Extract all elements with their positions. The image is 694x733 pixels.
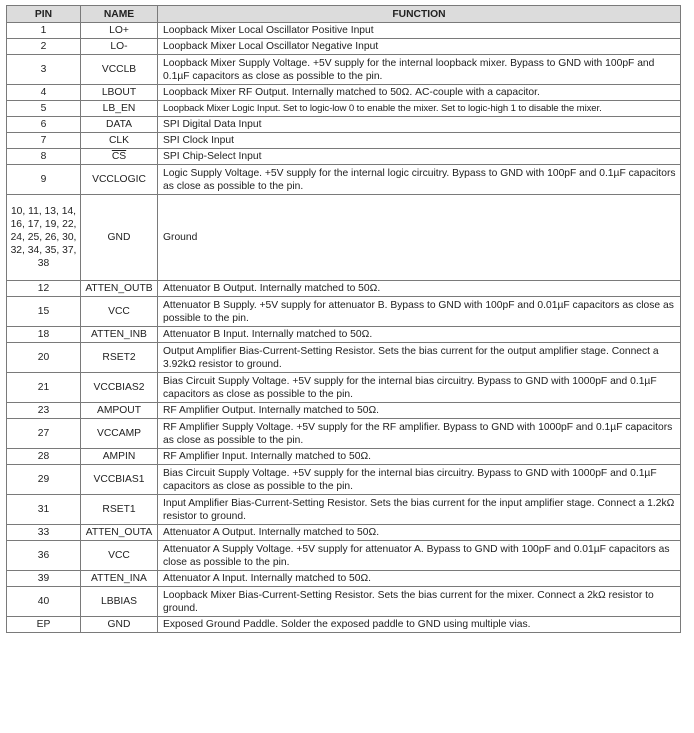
name-cell: VCCLB bbox=[81, 55, 158, 85]
table-row bbox=[7, 55, 681, 85]
name-cell: LB_EN bbox=[81, 101, 158, 117]
function-cell: Loopback Mixer Bias-Current-Setting Resistor. Sets the bias current for the mixer. Connect a 2kΩ resistor to ground. bbox=[158, 587, 681, 617]
pin-cell: 28 bbox=[7, 449, 81, 465]
table-row bbox=[7, 541, 681, 571]
function-cell: SPI Digital Data Input bbox=[158, 117, 681, 133]
name-cell: LO+ bbox=[81, 23, 158, 39]
table-row bbox=[7, 281, 681, 297]
pin-cell: 20 bbox=[7, 343, 81, 373]
table-header-row bbox=[7, 6, 681, 23]
name-cell: RSET1 bbox=[81, 495, 158, 525]
table-row bbox=[7, 495, 681, 525]
pin-cell: 15 bbox=[7, 297, 81, 327]
name-cell: LBOUT bbox=[81, 85, 158, 101]
function-cell: Loopback Mixer Logic Input. Set to logic-low 0 to enable the mixer. Set to logic-high 1 to disable the mixer. bbox=[158, 101, 681, 117]
pin-cell: 18 bbox=[7, 327, 81, 343]
name-cell: VCCBIAS1 bbox=[81, 465, 158, 495]
function-cell: Logic Supply Voltage. +5V supply for the internal logic circuitry. Bypass to GND with 100pF and 0.1µF capacitors as close as possible to the pin. bbox=[158, 165, 681, 195]
pin-cell: 4 bbox=[7, 85, 81, 101]
table-row bbox=[7, 23, 681, 39]
table-row bbox=[7, 297, 681, 327]
table-row bbox=[7, 117, 681, 133]
header-function: FUNCTION bbox=[158, 6, 681, 23]
table-row bbox=[7, 403, 681, 419]
function-cell: RF Amplifier Output. Internally matched to 50Ω. bbox=[158, 403, 681, 419]
name-cell: CLK bbox=[81, 133, 158, 149]
name-cell-overlined: $\overline{CS}$ bbox=[81, 149, 158, 165]
name-cell-vcc: VCC bbox=[81, 297, 158, 327]
pin-cell: 12 bbox=[7, 281, 81, 297]
name-cell: AMPOUT bbox=[81, 403, 158, 419]
pin-cell: 7 bbox=[7, 133, 81, 149]
table-row bbox=[7, 587, 681, 617]
pin-cell: 39 bbox=[7, 571, 81, 587]
pin-cell: EP bbox=[7, 617, 81, 633]
function-cell: Bias Circuit Supply Voltage. +5V supply for the internal bias circuitry. Bypass to GND with 1000pF and 0.1µF capacitors as close as possible to the pin. bbox=[158, 373, 681, 403]
pin-cell: 8 bbox=[7, 149, 81, 165]
table-row bbox=[7, 85, 681, 101]
table-row bbox=[7, 165, 681, 195]
function-cell: Input Amplifier Bias-Current-Setting Resistor. Sets the bias current for the input amplifier stage. Connect a 1.2kΩ resistor to ground. bbox=[158, 495, 681, 525]
function-cell: Loopback Mixer Supply Voltage. +5V supply for the internal loopback mixer. Bypass to GND with 100pF and 0.1µF capacitors as close as possible to the pin. bbox=[158, 55, 681, 85]
pin-cell: 21 bbox=[7, 373, 81, 403]
table-row bbox=[7, 149, 681, 165]
pin-cell: 29 bbox=[7, 465, 81, 495]
name-cell: ATTEN_INA bbox=[81, 571, 158, 587]
pin-cell: 5 bbox=[7, 101, 81, 117]
pin-cell: 33 bbox=[7, 525, 81, 541]
name-cell: VCCAMP bbox=[81, 419, 158, 449]
function-cell: Attenuator B Output. Internally matched to 50Ω. bbox=[158, 281, 681, 297]
function-cell: RF Amplifier Input. Internally matched to 50Ω. bbox=[158, 449, 681, 465]
function-cell: SPI Clock Input bbox=[158, 133, 681, 149]
pin-cell: 31 bbox=[7, 495, 81, 525]
function-cell: Bias Circuit Supply Voltage. +5V supply for the internal bias circuitry. Bypass to GND with 1000pF and 0.1µF capacitors as close as possible to the pin. bbox=[158, 465, 681, 495]
name-cell-vcc: VCC bbox=[81, 541, 158, 571]
name-cell: GND bbox=[81, 195, 158, 281]
table-row bbox=[7, 373, 681, 403]
table-row bbox=[7, 39, 681, 55]
function-cell: Loopback Mixer Local Oscillator Negative Input bbox=[158, 39, 681, 55]
name-cell: GND bbox=[81, 617, 158, 633]
function-cell: Loopback Mixer RF Output. Internally matched to 50Ω. AC-couple with a capacitor. bbox=[158, 85, 681, 101]
pin-cell: 36 bbox=[7, 541, 81, 571]
table-row bbox=[7, 195, 681, 281]
pin-cell: 9 bbox=[7, 165, 81, 195]
function-cell: Attenuator A Output. Internally matched to 50Ω. bbox=[158, 525, 681, 541]
table-row bbox=[7, 465, 681, 495]
pin-cell: 23 bbox=[7, 403, 81, 419]
name-cell: ATTEN_INB bbox=[81, 327, 158, 343]
table-row bbox=[7, 617, 681, 633]
name-cell: DATA bbox=[81, 117, 158, 133]
function-cell: Attenuator A Input. Internally matched to 50Ω. bbox=[158, 571, 681, 587]
table-row bbox=[7, 101, 681, 117]
pin-cell: 27 bbox=[7, 419, 81, 449]
pin-description-table bbox=[6, 5, 681, 633]
pin-cell: 6 bbox=[7, 117, 81, 133]
table-row bbox=[7, 343, 681, 373]
name-cell: AMPIN bbox=[81, 449, 158, 465]
function-cell: Attenuator B Input. Internally matched to 50Ω. bbox=[158, 327, 681, 343]
table-row bbox=[7, 133, 681, 149]
table-row bbox=[7, 571, 681, 587]
function-cell: Attenuator A Supply Voltage. +5V supply for attenuator A. Bypass to GND with 100pF and 0.01µF capacitors as close as possible to the pin. bbox=[158, 541, 681, 571]
function-cell: Attenuator B Supply. +5V supply for attenuator B. Bypass to GND with 100pF and 0.01µF capacitors as close as possible to the pin. bbox=[158, 297, 681, 327]
name-cell: ATTEN_OUTA bbox=[81, 525, 158, 541]
pin-cell: 1 bbox=[7, 23, 81, 39]
name-cell: VCCBIAS2 bbox=[81, 373, 158, 403]
table-row bbox=[7, 419, 681, 449]
name-cell: ATTEN_OUTB bbox=[81, 281, 158, 297]
function-cell: SPI Chip-Select Input bbox=[158, 149, 681, 165]
table-row bbox=[7, 327, 681, 343]
name-cell: VCCLOGIC bbox=[81, 165, 158, 195]
pin-cell: 10, 11, 13, 14, 16, 17, 19, 22, 24, 25, 26, 30, 32, 34, 35, 37, 38 bbox=[7, 195, 81, 281]
header-name: NAME bbox=[81, 6, 158, 23]
table-row bbox=[7, 449, 681, 465]
function-cell: Loopback Mixer Local Oscillator Positive Input bbox=[158, 23, 681, 39]
function-cell: Ground bbox=[158, 195, 681, 281]
function-cell: Output Amplifier Bias-Current-Setting Resistor. Sets the bias current for the output amplifier stage. Connect a 3.92kΩ resistor to ground. bbox=[158, 343, 681, 373]
header-pin: PIN bbox=[7, 6, 81, 23]
name-cell: LO- bbox=[81, 39, 158, 55]
pin-cell: 3 bbox=[7, 55, 81, 85]
pin-cell: 2 bbox=[7, 39, 81, 55]
function-cell: Exposed Ground Paddle. Solder the exposed paddle to GND using multiple vias. bbox=[158, 617, 681, 633]
name-cell: LBBIAS bbox=[81, 587, 158, 617]
pin-cell: 40 bbox=[7, 587, 81, 617]
name-cell: RSET2 bbox=[81, 343, 158, 373]
table-row bbox=[7, 525, 681, 541]
function-cell: RF Amplifier Supply Voltage. +5V supply for the RF amplifier. Bypass to GND with 1000pF and 0.1µF capacitors as close as possible to the pin. bbox=[158, 419, 681, 449]
